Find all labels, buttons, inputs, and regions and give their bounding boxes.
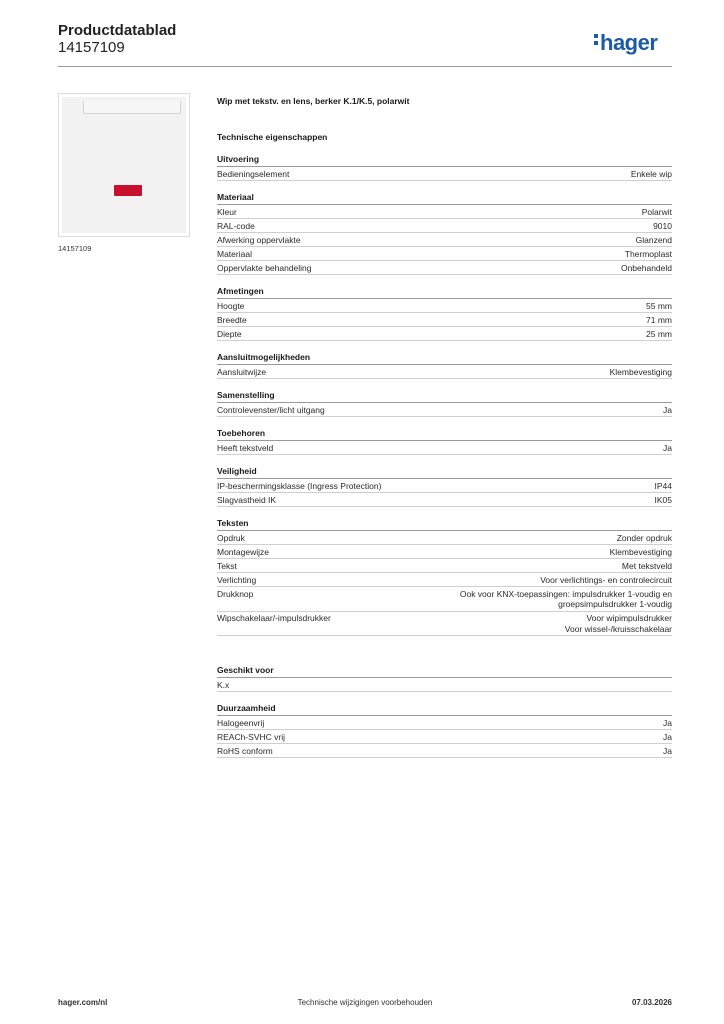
property-row — [217, 545, 672, 559]
section-title: Afmetingen — [217, 285, 672, 299]
property-label: Verlichting — [217, 574, 257, 585]
section-title: Uitvoering — [217, 153, 672, 167]
property-value: Ja — [663, 731, 672, 742]
document-title: Productdatablad — [58, 22, 177, 39]
property-row — [217, 678, 672, 692]
section-veiligheid — [217, 465, 672, 507]
property-row — [217, 573, 672, 587]
section-title: Teksten — [217, 517, 672, 531]
section-duurzaamheid — [217, 702, 672, 758]
footer-notice: Technische wijzigingen voorbehouden — [297, 998, 433, 1007]
property-value: Met tekstveld — [621, 560, 672, 571]
property-row — [217, 365, 672, 379]
property-label: K.x — [217, 679, 230, 690]
property-row — [217, 479, 672, 493]
footer-website: hager.com/nl — [58, 998, 108, 1007]
property-label: Afwerking oppervlakte — [217, 234, 301, 245]
property-row — [217, 327, 672, 341]
document-header — [58, 22, 176, 56]
section-aansluitmogelijkheden — [217, 351, 672, 379]
property-row — [217, 730, 672, 744]
property-label: Wipschakelaar/-impulsdrukker — [217, 613, 331, 623]
section-uitvoering — [217, 153, 672, 181]
property-label: Kleur — [217, 206, 237, 217]
property-value: 71 mm — [646, 314, 672, 325]
red-lens — [114, 185, 142, 196]
product-image — [62, 97, 186, 233]
section-title: Samenstelling — [217, 389, 672, 403]
document-number: 14157109 — [58, 39, 125, 56]
header-divider — [58, 66, 672, 67]
property-value: Thermoplast — [624, 248, 672, 259]
section-afmetingen — [217, 285, 672, 341]
footer-date: 07.03.2026 — [631, 998, 672, 1007]
property-value: Klembevestiging — [609, 546, 672, 557]
property-label: Opdruk — [217, 532, 245, 543]
property-value: Voor wipimpulsdrukker Voor wissel-/kruisschakelaar — [564, 613, 672, 634]
property-row — [217, 167, 672, 181]
section-teksten — [217, 517, 672, 636]
property-value: Ook voor KNX-toepassingen: impulsdrukker 1-voudig en groepsimpulsdrukker 1-voudig — [459, 588, 672, 609]
property-row — [217, 261, 672, 275]
section-title: Duurzaamheid — [217, 702, 672, 716]
section-spacer — [217, 646, 672, 664]
property-value: Ja — [663, 404, 672, 415]
property-label: Slagvastheid IK — [217, 494, 277, 505]
property-label: Controlevenster/licht uitgang — [217, 404, 325, 415]
section-geschikt-voor — [217, 664, 672, 692]
property-row — [217, 559, 672, 573]
property-value: Onbehandeld — [620, 262, 672, 273]
property-label: Halogeenvrij — [217, 717, 265, 728]
property-value: Polarwit — [641, 206, 672, 217]
property-label: Montagewijze — [217, 546, 269, 557]
product-name: Wip met tekstv. en lens, berker K.1/K.5, polarwit — [217, 96, 410, 106]
property-value: Ja — [663, 745, 672, 756]
property-row — [217, 313, 672, 327]
property-row — [217, 219, 672, 233]
property-label: Tekst — [217, 560, 237, 571]
property-value: 55 mm — [646, 300, 672, 311]
property-label: Materiaal — [217, 248, 252, 259]
property-row — [217, 716, 672, 730]
property-value: 9010 — [653, 220, 672, 231]
property-label: Oppervlakte behandeling — [217, 262, 312, 273]
section-materiaal — [217, 191, 672, 275]
section-title: Materiaal — [217, 191, 672, 205]
property-row — [217, 441, 672, 455]
logo-dots-icon — [594, 31, 598, 48]
section-title: Veiligheid — [217, 465, 672, 479]
property-label: IP-beschermingsklasse (Ingress Protection) — [217, 480, 382, 491]
property-label: Aansluitwijze — [217, 366, 267, 377]
property-row — [217, 744, 672, 758]
hager-logo — [594, 30, 657, 56]
section-title: Geschikt voor — [217, 664, 672, 678]
logo-text: hager — [600, 30, 658, 55]
property-row — [217, 299, 672, 313]
property-value: Glanzend — [635, 234, 672, 245]
property-value: Zonder opdruk — [616, 532, 672, 543]
property-label: Bedieningselement — [217, 168, 290, 179]
property-value: IP44 — [654, 480, 672, 491]
property-label: REACh-SVHC vrij — [217, 731, 286, 742]
image-caption: 14157109 — [58, 244, 92, 253]
property-label: Hoogte — [217, 300, 245, 311]
property-row — [217, 493, 672, 507]
section-toebehoren — [217, 427, 672, 455]
property-row — [217, 247, 672, 261]
property-row — [217, 612, 672, 637]
section-title: Aansluitmogelijkheden — [217, 351, 672, 365]
property-value: Enkele wip — [630, 168, 672, 179]
property-label: Drukknop — [217, 588, 254, 599]
property-value: Klembevestiging — [609, 366, 672, 377]
property-value: Ja — [663, 442, 672, 453]
text-field-window — [83, 101, 181, 114]
product-content — [217, 95, 672, 768]
property-row — [217, 233, 672, 247]
property-row — [217, 403, 672, 417]
property-row — [217, 531, 672, 545]
properties-title: Technische eigenschappen — [217, 132, 328, 142]
property-row — [217, 587, 672, 612]
property-row — [217, 205, 672, 219]
section-samenstelling — [217, 389, 672, 417]
property-value: 25 mm — [646, 328, 672, 339]
properties-list — [217, 153, 672, 758]
property-label: Heeft tekstveld — [217, 442, 274, 453]
property-label: Breedte — [217, 314, 247, 325]
property-label: Diepte — [217, 328, 242, 339]
section-title: Toebehoren — [217, 427, 672, 441]
property-label: RoHS conform — [217, 745, 273, 756]
property-value: IK05 — [654, 494, 672, 505]
property-value: Ja — [663, 717, 672, 728]
property-label: RAL-code — [217, 220, 255, 231]
property-value: Voor verlichtings- en controlecircuit — [540, 574, 672, 585]
